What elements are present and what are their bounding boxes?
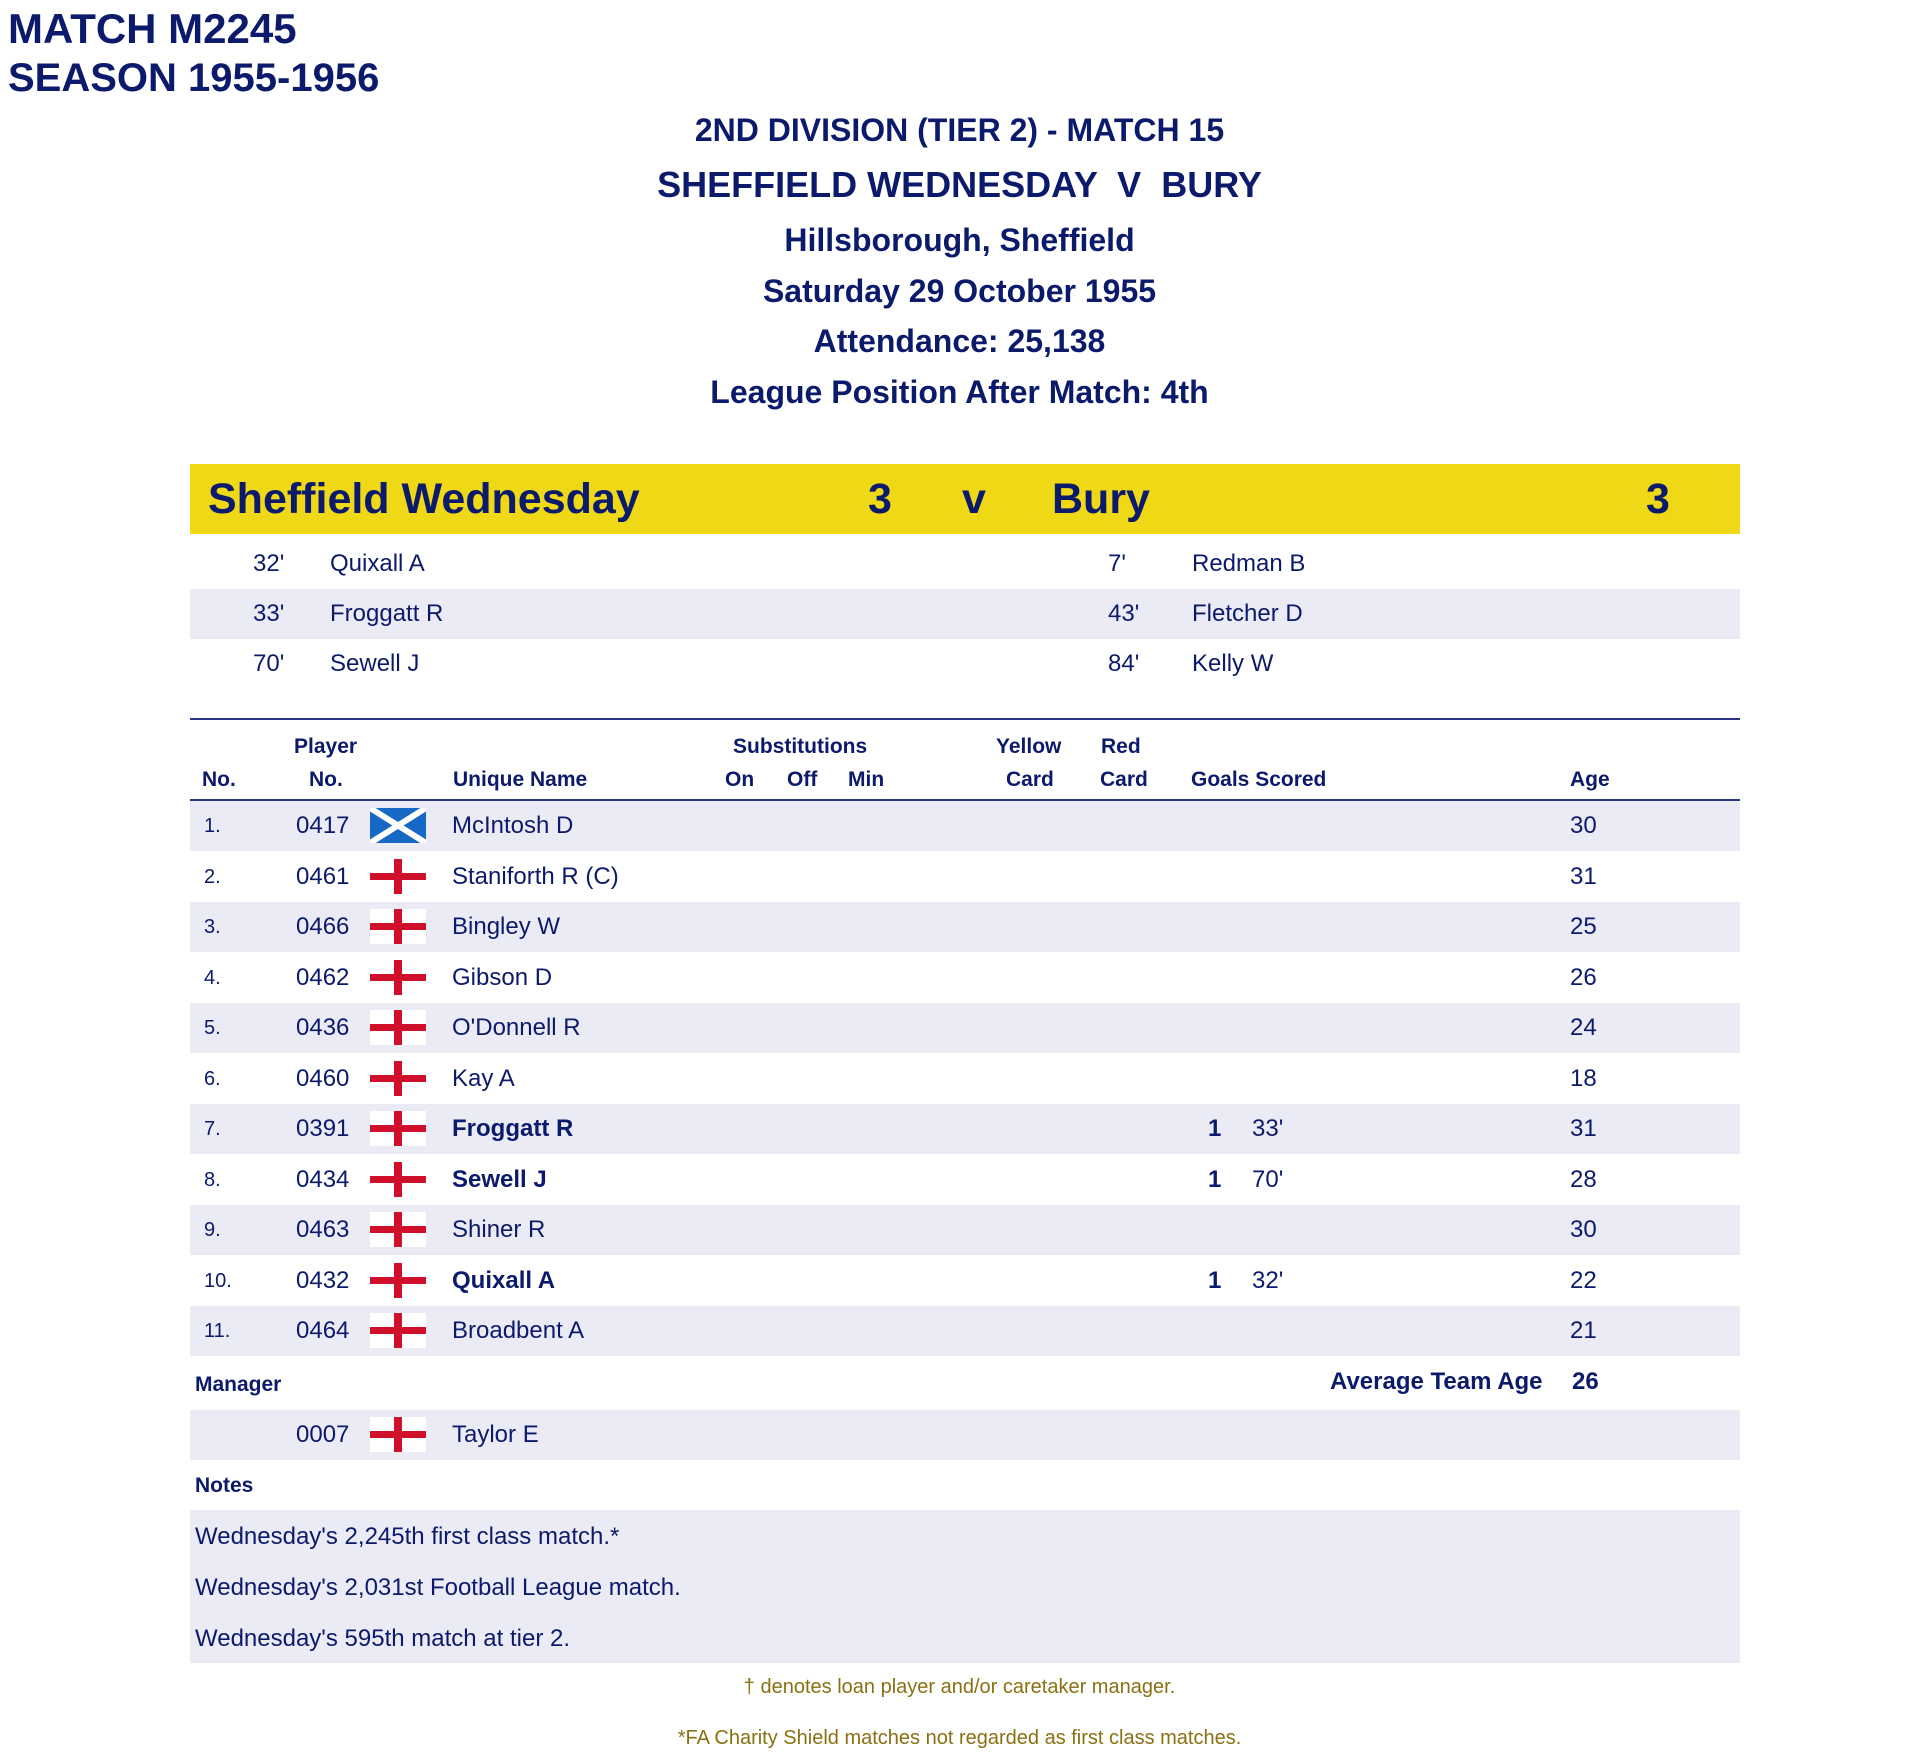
player-row	[190, 953, 1740, 1003]
row-number: 10.	[204, 1269, 232, 1292]
goal-scorer-row	[190, 539, 1740, 589]
player-row	[190, 1003, 1740, 1053]
row-number: 11.	[204, 1320, 231, 1342]
england-flag-icon	[370, 1061, 426, 1096]
england-flag-icon	[370, 1162, 426, 1197]
player-number: 0436	[296, 1014, 350, 1041]
player-number: 0462	[296, 963, 350, 991]
player-age: 26	[1570, 963, 1597, 991]
player-number: 0461	[296, 862, 350, 890]
away-goal-scorer: Fletcher D	[1192, 600, 1303, 627]
versus-label: v	[962, 475, 986, 523]
away-goal-scorer: Kelly W	[1192, 650, 1274, 677]
header-age: Age	[1570, 768, 1610, 791]
england-flag-icon	[370, 1010, 426, 1045]
player-name: Froggatt R	[452, 1115, 574, 1142]
home-goal-scorer: Quixall A	[330, 550, 425, 577]
row-number: 3.	[204, 916, 221, 938]
player-row	[190, 801, 1740, 851]
goal-minutes: 33'	[1252, 1115, 1284, 1142]
player-number: 0463	[296, 1216, 350, 1243]
home-team-name: Sheffield Wednesday	[208, 475, 640, 523]
manager-player-no: 0007	[296, 1421, 350, 1448]
header-yellow-top: Yellow	[996, 735, 1062, 758]
england-flag-icon	[370, 1111, 426, 1146]
season-label: SEASON 1955-1956	[8, 56, 380, 100]
player-age: 25	[1570, 913, 1597, 940]
goals-count: 1	[1208, 1115, 1222, 1142]
away-score: 3	[1646, 475, 1670, 523]
player-row	[190, 1306, 1740, 1356]
player-name: Bingley W	[452, 913, 561, 940]
player-name: Sewell J	[452, 1165, 547, 1193]
player-number: 0432	[296, 1266, 350, 1294]
home-goal-scorer: Froggatt R	[330, 600, 444, 627]
fixture-title: SHEFFIELD WEDNESDAY V BURY	[657, 164, 1262, 205]
venue-label: Hillsborough, Sheffield	[784, 222, 1135, 258]
england-flag-icon	[370, 1313, 426, 1348]
row-number: 2.	[204, 865, 221, 888]
england-flag-icon	[370, 960, 426, 995]
player-age: 21	[1570, 1317, 1597, 1344]
player-age: 30	[1570, 1216, 1597, 1243]
player-age: 31	[1570, 1115, 1597, 1142]
table-top-rule	[190, 718, 1740, 720]
goals-count: 1	[1208, 1266, 1222, 1294]
row-number: 9.	[204, 1219, 221, 1241]
goal-scorer-row	[190, 589, 1740, 639]
england-flag-icon	[370, 1417, 426, 1452]
match-code: MATCH M2245	[8, 5, 297, 52]
player-row	[190, 1155, 1740, 1205]
away-team-name: Bury	[1052, 475, 1150, 523]
player-row	[190, 852, 1740, 902]
notes-label: Notes	[195, 1474, 254, 1497]
header-red-bottom: Card	[1100, 768, 1148, 791]
player-age: 30	[1570, 812, 1597, 839]
player-row	[190, 902, 1740, 952]
player-row	[190, 1256, 1740, 1306]
row-number: 8.	[204, 1168, 221, 1191]
goal-scorer-row	[190, 639, 1740, 689]
home-score: 3	[868, 475, 892, 523]
player-row	[190, 1054, 1740, 1104]
home-goal-minute: 32'	[253, 550, 285, 577]
row-number: 6.	[204, 1067, 221, 1090]
header-no: No.	[202, 768, 236, 791]
manager-label: Manager	[195, 1373, 282, 1396]
player-number: 0466	[296, 913, 350, 940]
row-number: 7.	[204, 1118, 221, 1140]
header-sub-min: Min	[848, 768, 885, 791]
header-sub-on: On	[725, 768, 755, 791]
note-line-1: Wednesday's 2,245th first class match.*	[195, 1523, 620, 1550]
league-position-label: League Position After Match: 4th	[710, 374, 1209, 410]
england-flag-icon	[370, 859, 426, 894]
goal-minutes: 32'	[1252, 1266, 1284, 1294]
header-player-bottom: No.	[309, 768, 343, 791]
player-name: Quixall A	[452, 1266, 556, 1294]
average-age-value: 26	[1572, 1368, 1599, 1395]
player-name: Kay A	[452, 1064, 515, 1092]
player-age: 31	[1570, 862, 1597, 890]
home-goal-scorer: Sewell J	[330, 650, 420, 677]
goal-minutes: 70'	[1252, 1165, 1284, 1193]
home-goal-minute: 33'	[253, 600, 285, 627]
player-name: Broadbent A	[452, 1317, 585, 1344]
average-age-label: Average Team Age	[1330, 1368, 1543, 1395]
row-number: 5.	[204, 1017, 221, 1039]
player-name: McIntosh D	[452, 812, 574, 839]
player-number: 0417	[296, 812, 350, 839]
player-age: 22	[1570, 1266, 1597, 1294]
header-unique-name: Unique Name	[453, 768, 588, 791]
england-flag-icon	[370, 1263, 426, 1298]
england-flag-icon	[370, 1212, 426, 1247]
note-line-3: Wednesday's 595th match at tier 2.	[195, 1625, 571, 1652]
date-label: Saturday 29 October 1955	[762, 273, 1157, 309]
home-goal-minute: 70'	[253, 650, 285, 677]
player-age: 18	[1570, 1064, 1597, 1092]
scotland-flag-icon	[370, 808, 426, 843]
row-number: 4.	[204, 966, 221, 989]
player-name: Staniforth R (C)	[452, 862, 619, 890]
player-number: 0434	[296, 1165, 350, 1193]
manager-name: Taylor E	[452, 1421, 539, 1448]
manager-row	[190, 1410, 1740, 1460]
england-flag-icon	[370, 909, 426, 944]
shield-footnote: *FA Charity Shield matches not regarded as first class matches.	[677, 1727, 1242, 1749]
player-name: Gibson D	[452, 963, 553, 991]
player-row	[190, 1205, 1740, 1255]
header-red-top: Red	[1101, 735, 1141, 758]
player-name: Shiner R	[452, 1216, 546, 1243]
header-player-top: Player	[294, 735, 358, 758]
player-name: O'Donnell R	[452, 1014, 581, 1041]
header-substitutions: Substitutions	[733, 735, 868, 758]
player-number: 0460	[296, 1064, 350, 1092]
away-goal-scorer: Redman B	[1192, 550, 1306, 577]
attendance-label: Attendance: 25,138	[813, 323, 1106, 359]
away-goal-minute: 43'	[1108, 600, 1140, 627]
away-goal-minute: 84'	[1108, 650, 1140, 677]
header-sub-off: Off	[787, 768, 818, 791]
player-number: 0391	[296, 1115, 350, 1142]
goals-count: 1	[1208, 1165, 1222, 1193]
competition-title: 2ND DIVISION (TIER 2) - MATCH 15	[694, 112, 1225, 148]
player-number: 0464	[296, 1317, 350, 1344]
note-line-2: Wednesday's 2,031st Football League match.	[195, 1574, 681, 1601]
player-row	[190, 1104, 1740, 1154]
loan-footnote: † denotes loan player and/or caretaker manager.	[743, 1676, 1176, 1698]
row-number: 1.	[204, 815, 221, 837]
header-goals-scored: Goals Scored	[1191, 768, 1327, 791]
header-yellow-bottom: Card	[1006, 768, 1054, 791]
away-goal-minute: 7'	[1108, 550, 1126, 577]
player-age: 28	[1570, 1165, 1597, 1193]
player-age: 24	[1570, 1014, 1597, 1041]
